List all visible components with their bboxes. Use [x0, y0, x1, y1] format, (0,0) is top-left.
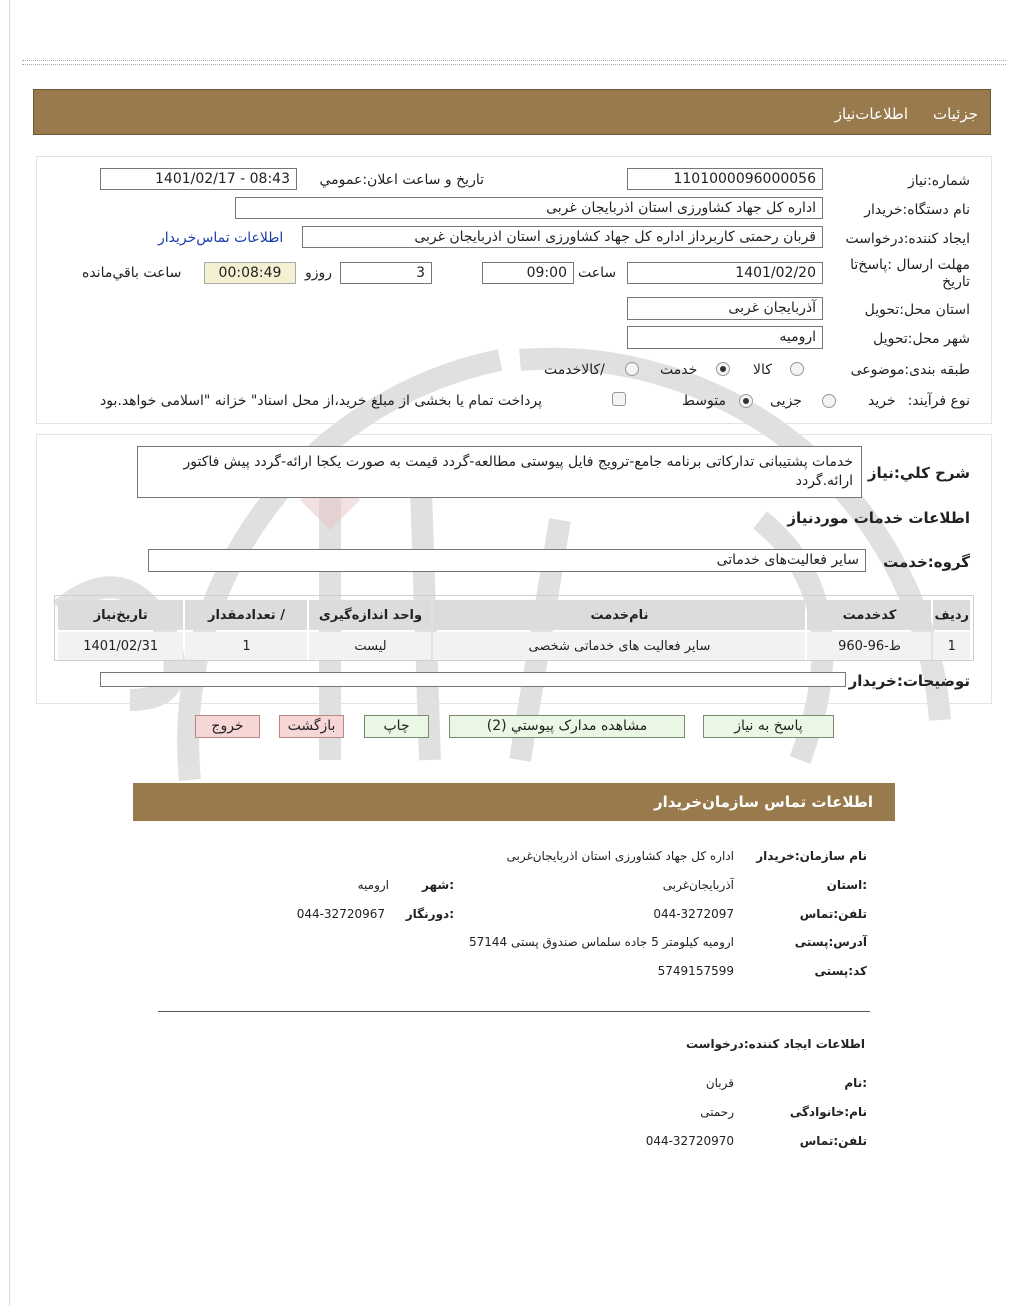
tab-need-info[interactable]: اطلاعات‌نیاز [834, 105, 908, 123]
view-attachments-button[interactable]: مشاهده مدارک پیوستي (2) [449, 715, 685, 738]
table-row [58, 632, 970, 660]
contact-province-label: :استان [826, 878, 867, 892]
contact-fax-label: :دورنگار [405, 907, 454, 921]
cell-service-name: سایر فعالیت های خدماتی شخصی [433, 632, 805, 660]
radio-service-label: خدمت [660, 362, 698, 378]
creator-family-label: نام:خانوادگی [789, 1105, 867, 1119]
creator-name-label: :نام [844, 1076, 867, 1090]
deadline-time-label: ساعت [578, 265, 617, 281]
treasury-payment-checkbox[interactable] [612, 392, 626, 406]
creator-phone-label: تلفن:تماس [799, 1134, 867, 1148]
process-label: نوع فرآیند: [907, 393, 970, 409]
buyer-contact-title: اطلاعات تماس سازمان‌خریدار [653, 793, 873, 811]
col-need-date: تاریخ‌نیاز [58, 600, 183, 630]
org-name-label: نام سازمان:خریدار [756, 849, 867, 863]
need-number-label: شماره:نیاز [907, 173, 970, 189]
contact-postal-label: کد:پستی [814, 964, 867, 978]
contact-city-value: ارومیه [357, 878, 389, 892]
radio-service[interactable] [716, 362, 730, 376]
days-field: 3 [340, 262, 432, 284]
contact-phone-label: تلفن:تماس [799, 907, 867, 921]
deadline-time-field: 09:00 [482, 262, 574, 284]
radio-medium-label: متوسط [682, 393, 726, 409]
contact-address-label: آدرس:پستی [794, 935, 867, 949]
top-divider [22, 60, 1006, 61]
creator-family-value: رحمتی [700, 1105, 734, 1119]
back-button[interactable]: بازگشت [279, 715, 344, 738]
description-text: خدمات پشتیبانی تدارکاتی برنامه جامع-ترویج فایل پیوستی مطالعه-گردد قیمت به صورت یکجا ارائه-گردد پیش فاکتور ارائه.گردد [137, 446, 862, 498]
creator-phone-value: 044-32720970 [645, 1134, 734, 1148]
contact-city-label: :شهر [422, 878, 454, 892]
remaining-time-box: 00:08:49 [204, 262, 296, 284]
province-field: آذربایجان غربی [627, 297, 823, 320]
radio-partial[interactable] [822, 394, 836, 408]
col-row: ردیف [933, 600, 970, 630]
creator-info-title: اطلاعات ایجاد کننده:درخواست [685, 1037, 865, 1051]
city-label: شهر محل:تحویل [873, 331, 970, 347]
buyer-notes-field [100, 672, 846, 687]
remaining-label: ساعت باقي‌مانده [82, 265, 182, 281]
treasury-payment-note: پرداخت تمام یا بخشی از مبلغ خرید،از محل اسناد" خزانه "اسلامی خواهد.بود [100, 393, 543, 409]
services-title: اطلاعات خدمات موردنیاز [787, 509, 970, 527]
province-label: استان محل:تحویل [864, 302, 970, 318]
radio-medium[interactable] [739, 394, 753, 408]
radio-goods-service[interactable] [625, 362, 639, 376]
cell-service-code: ط-96-960 [807, 632, 931, 660]
radio-partial-label: جزیی [770, 393, 802, 409]
service-group-label: گروه:خدمت [883, 553, 970, 571]
radio-goods-service-label: /کالاخدمت [544, 362, 605, 378]
deadline-date-field: 1401/02/20 [627, 262, 823, 284]
table-header-row [58, 600, 970, 630]
buyer-contact-link[interactable]: اطلاعات تماس‌خریدار [158, 230, 284, 246]
contact-postal-value: 5749157599 [657, 964, 734, 978]
details-header-bar [33, 89, 991, 135]
left-border-line [9, 0, 10, 1306]
creator-field: قربان رحمتی کاربرداز اداره کل جهاد کشاورزی استان اذربایجان غربی [302, 226, 823, 248]
contact-fax-value: 044-32720967 [296, 907, 385, 921]
top-divider-2 [22, 64, 1006, 65]
buyer-org-label: نام دستگاه:خریدار [864, 202, 970, 218]
contact-province-value: آذربایجان‌غربی [662, 878, 734, 892]
cell-quantity: 1 [185, 632, 307, 660]
category-label: طبقه بندی:موضوعی [850, 362, 970, 378]
exit-button[interactable]: خروج [195, 715, 260, 738]
need-number-field: 1101000096000056 [627, 168, 823, 190]
org-name-value: اداره کل جهاد کشاورزی استان اذربایجان‌غربی [506, 849, 734, 863]
services-table [56, 598, 972, 662]
service-group-field: سایر فعالیت‌های خدماتی [148, 549, 866, 572]
contact-address-value: ارومیه کیلومتر 5 جاده سلماس صندوق پستی 57144 [469, 935, 734, 949]
buyer-org-field: اداره کل جهاد کشاورزی استان اذربایجان غربی [235, 197, 823, 219]
print-button[interactable]: چاپ [364, 715, 429, 738]
buyer-contact-header [133, 783, 895, 821]
announce-datetime-field: 1401/02/17 - 08:43 [100, 168, 297, 190]
col-service-name: نام‌خدمت [433, 600, 805, 630]
description-label: شرح کلي:نیاز [867, 464, 970, 482]
buyer-notes-label: توضیحات:خریدار [848, 672, 970, 690]
section-divider [158, 1011, 870, 1012]
days-label: روزو [305, 265, 333, 281]
col-unit: واحد اندازه‌گیری [309, 600, 431, 630]
col-service-code: کدخدمت [807, 600, 931, 630]
creator-name-value: قربان [705, 1076, 734, 1090]
radio-goods[interactable] [790, 362, 804, 376]
col-quantity: / تعدادمقدار [185, 600, 307, 630]
contact-phone-value: 044-3272097 [653, 907, 734, 921]
cell-need-date: 1401/02/31 [58, 632, 183, 660]
reply-button[interactable]: پاسخ به نیاز [703, 715, 834, 738]
announce-label: تاریخ و ساعت اعلان:عمومي [319, 172, 484, 188]
creator-label: ایجاد کننده:درخواست [845, 231, 970, 247]
process-buy-label: خرید [868, 393, 896, 409]
deadline-label: مهلت ارسال :پاسخ‌تا تاریخ [850, 257, 970, 290]
radio-goods-label: کالا [753, 362, 772, 378]
cell-row: 1 [933, 632, 970, 660]
tab-details[interactable]: جزئیات [933, 105, 978, 123]
cell-unit: لیست [309, 632, 431, 660]
city-field: ارومیه [627, 326, 823, 349]
